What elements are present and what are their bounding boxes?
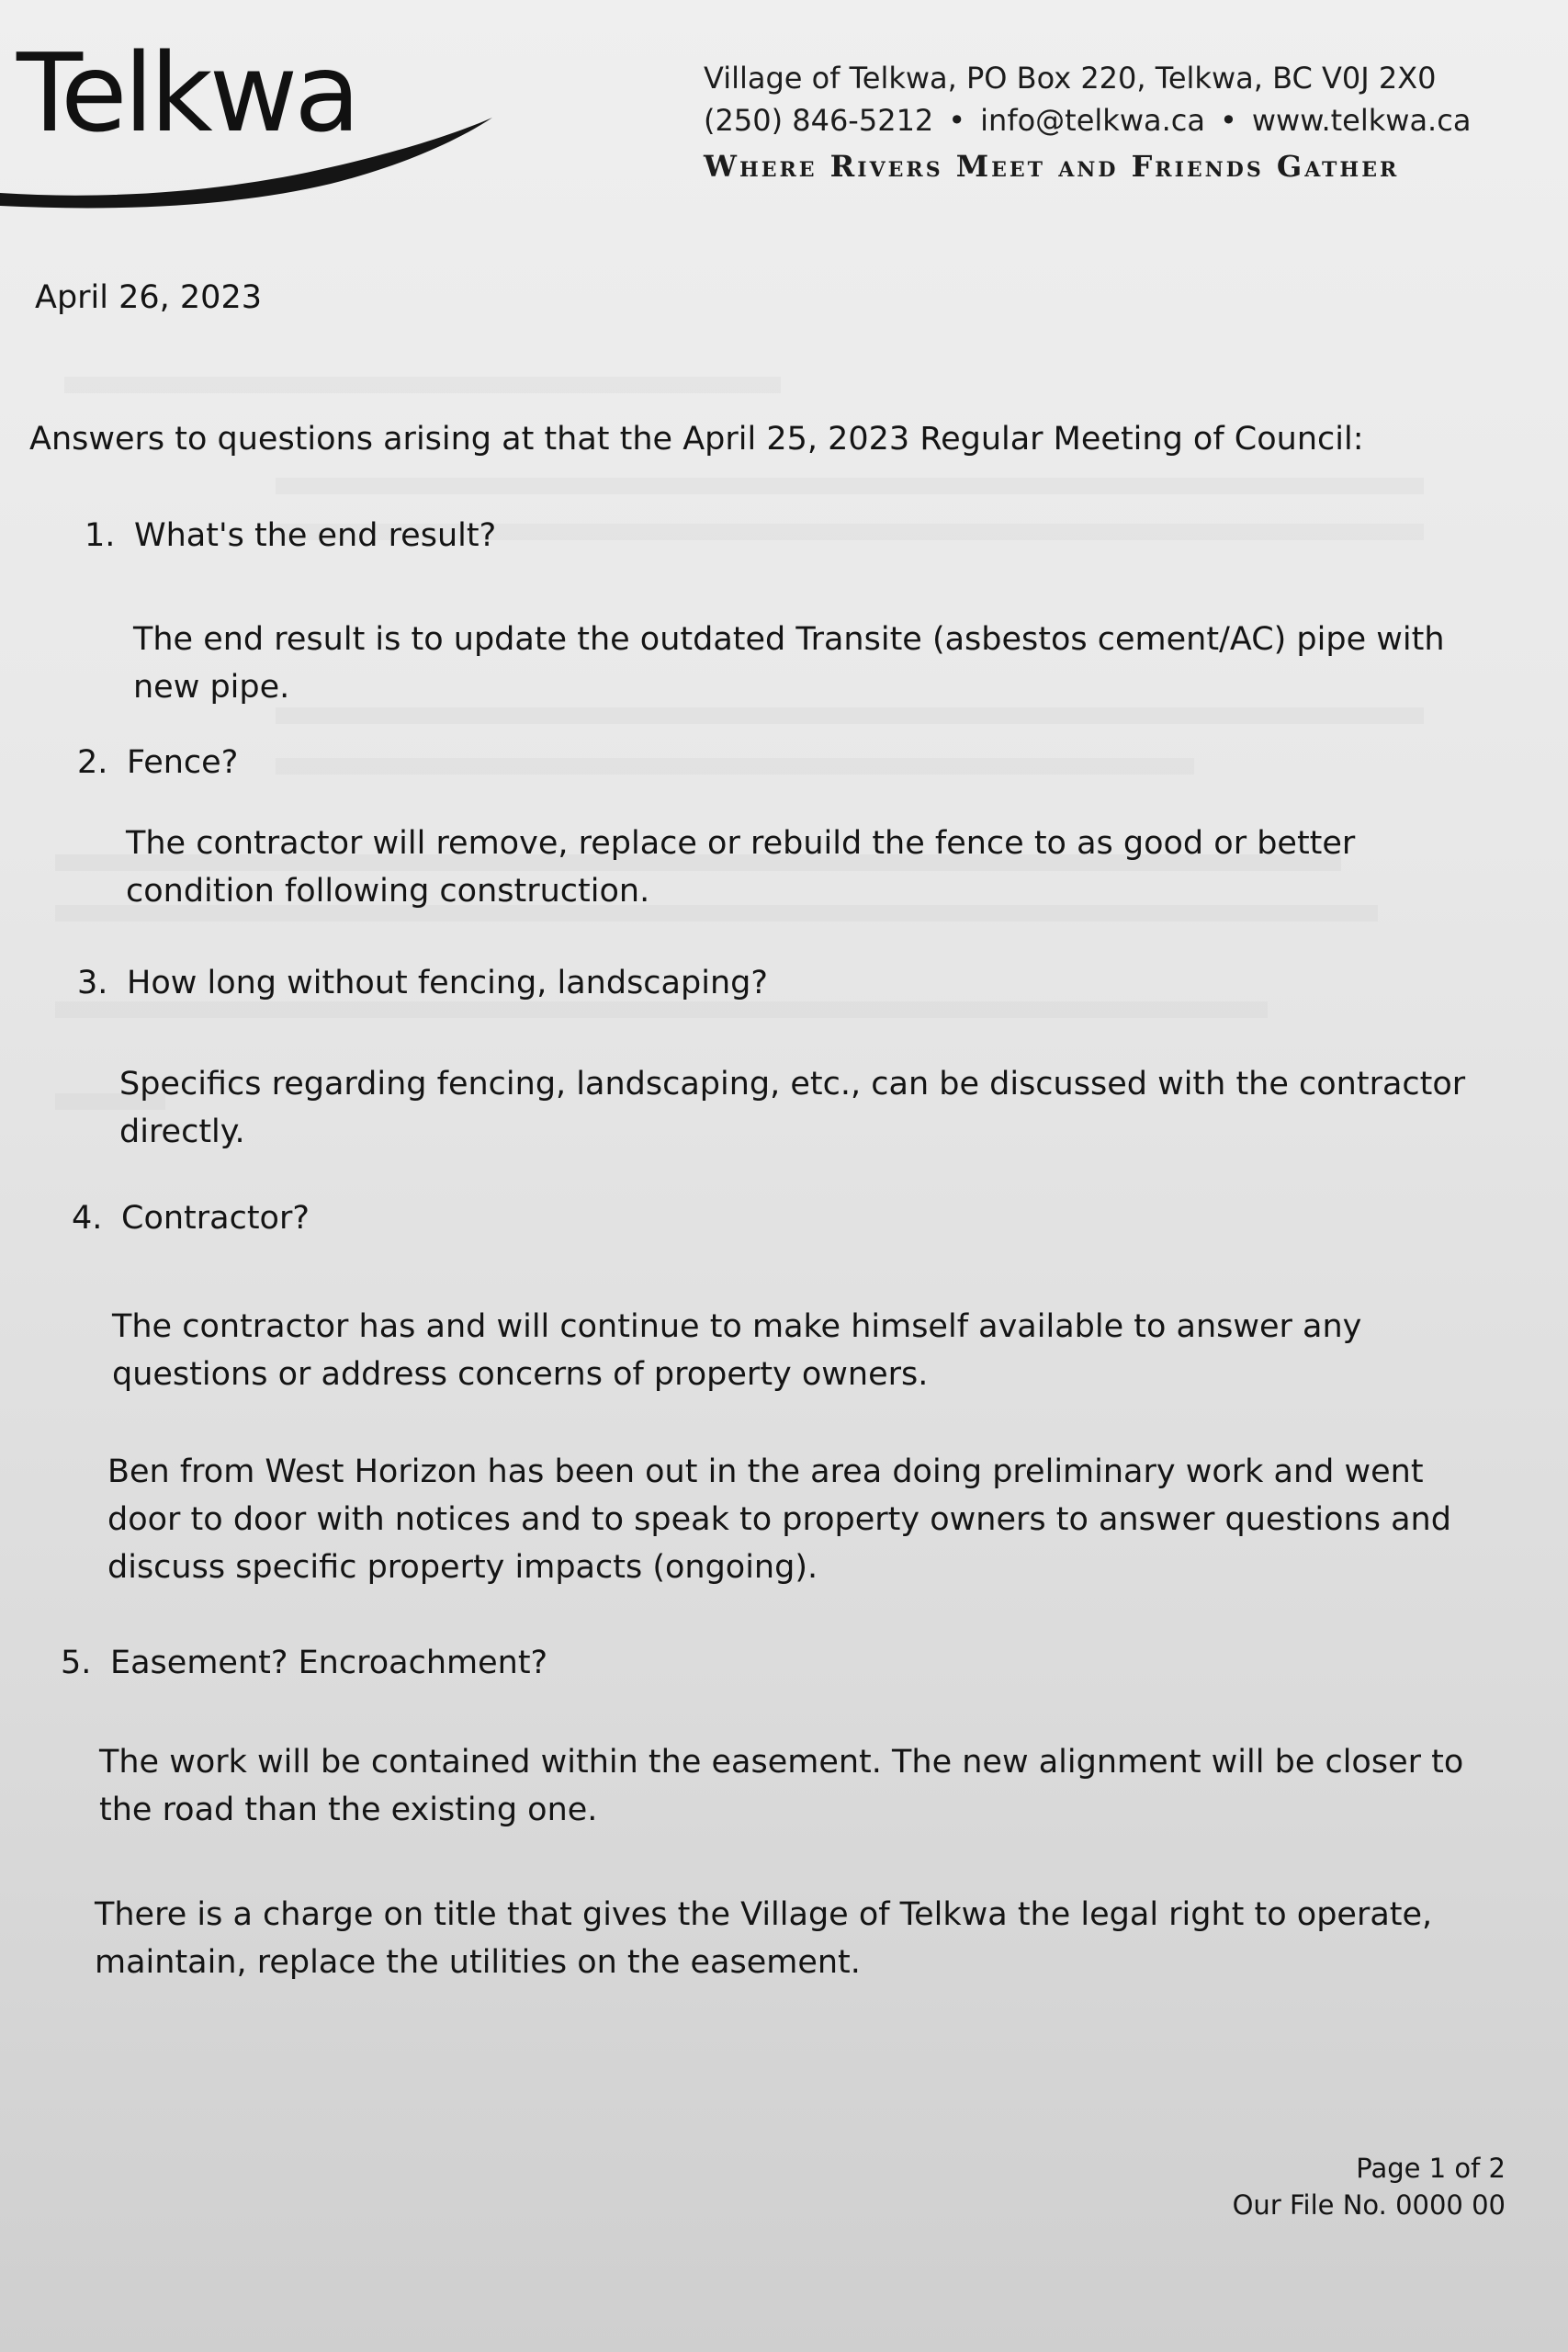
- question-text: What's the end result?: [134, 517, 497, 554]
- separator-dot: •: [1219, 103, 1237, 138]
- email: info@telkwa.ca: [980, 103, 1205, 138]
- page-number: Page 1 of 2: [1356, 2153, 1506, 2184]
- answer-line: The work will be contained within the easement. The new alignment will be closer to: [99, 1744, 1464, 1781]
- answer-2: [126, 820, 1355, 915]
- answer-1: [133, 616, 1445, 711]
- answer-line: door to door with notices and to speak to property owners to answer questions and: [107, 1501, 1451, 1538]
- answer-line: new pipe.: [133, 669, 290, 706]
- question-number: 5.: [61, 1645, 92, 1681]
- question-4: [72, 1200, 310, 1237]
- answer-5b: [95, 1891, 1432, 1986]
- answer-line: Ben from West Horizon has been out in the area doing preliminary work and went: [107, 1453, 1424, 1490]
- tagline: Where Rivers Meet and Friends Gather: [704, 149, 1400, 184]
- answer-line: questions or address concerns of property owners.: [112, 1356, 929, 1393]
- answer-line: condition following construction.: [126, 873, 650, 910]
- file-number: Our File No. 0000 00: [1232, 2189, 1506, 2221]
- answer-line: directly.: [119, 1114, 245, 1150]
- question-number: 2.: [77, 744, 108, 781]
- answer-line: discuss specific property impacts (ongoing).: [107, 1549, 818, 1586]
- answer-3: [119, 1060, 1465, 1156]
- answer-line: Specifics regarding fencing, landscaping, etc., can be discussed with the contractor: [119, 1066, 1466, 1102]
- answer-line: The contractor has and will continue to make himself available to answer any: [112, 1308, 1362, 1345]
- question-text: Fence?: [127, 744, 239, 781]
- question-text: Contractor?: [121, 1200, 310, 1237]
- question-5: [61, 1645, 547, 1681]
- river-swoosh-icon: [0, 28, 514, 211]
- question-3: [77, 965, 768, 1001]
- question-number: 3.: [77, 965, 108, 1001]
- answer-5a: [99, 1738, 1463, 1834]
- contact-line: [704, 99, 1530, 141]
- website: www.telkwa.ca: [1251, 103, 1472, 138]
- phone: (250) 846-5212: [704, 103, 934, 138]
- answer-line: the road than the existing one.: [99, 1792, 598, 1828]
- question-text: How long without fencing, landscaping?: [127, 965, 768, 1001]
- telkwa-logo: [0, 28, 514, 211]
- question-2: [77, 744, 238, 781]
- page-footer: [1233, 2150, 1506, 2223]
- question-text: Easement? Encroachment?: [110, 1645, 548, 1681]
- question-number: 1.: [85, 517, 116, 554]
- separator-dot: •: [948, 103, 966, 138]
- answer-4b: [107, 1448, 1451, 1591]
- answer-line: The contractor will remove, replace or rebuild the fence to as good or better: [126, 825, 1356, 862]
- question-number: 4.: [72, 1200, 103, 1237]
- address-line: Village of Telkwa, PO Box 220, Telkwa, BC V0J 2X0: [704, 61, 1437, 96]
- answer-line: There is a charge on title that gives the Village of Telkwa the legal right to operate,: [95, 1896, 1433, 1933]
- answer-4a: [112, 1303, 1361, 1398]
- question-1: [85, 517, 496, 554]
- letter-date: April 26, 2023: [35, 279, 262, 316]
- logo-wordmark: Telkwa: [17, 29, 357, 156]
- answer-line: maintain, replace the utilities on the easement.: [95, 1944, 861, 1981]
- letterhead-contact: [704, 57, 1530, 187]
- intro-paragraph: Answers to questions arising at that the April 25, 2023 Regular Meeting of Council:: [29, 421, 1364, 458]
- answer-line: The end result is to update the outdated Transite (asbestos cement/AC) pipe with: [133, 621, 1445, 658]
